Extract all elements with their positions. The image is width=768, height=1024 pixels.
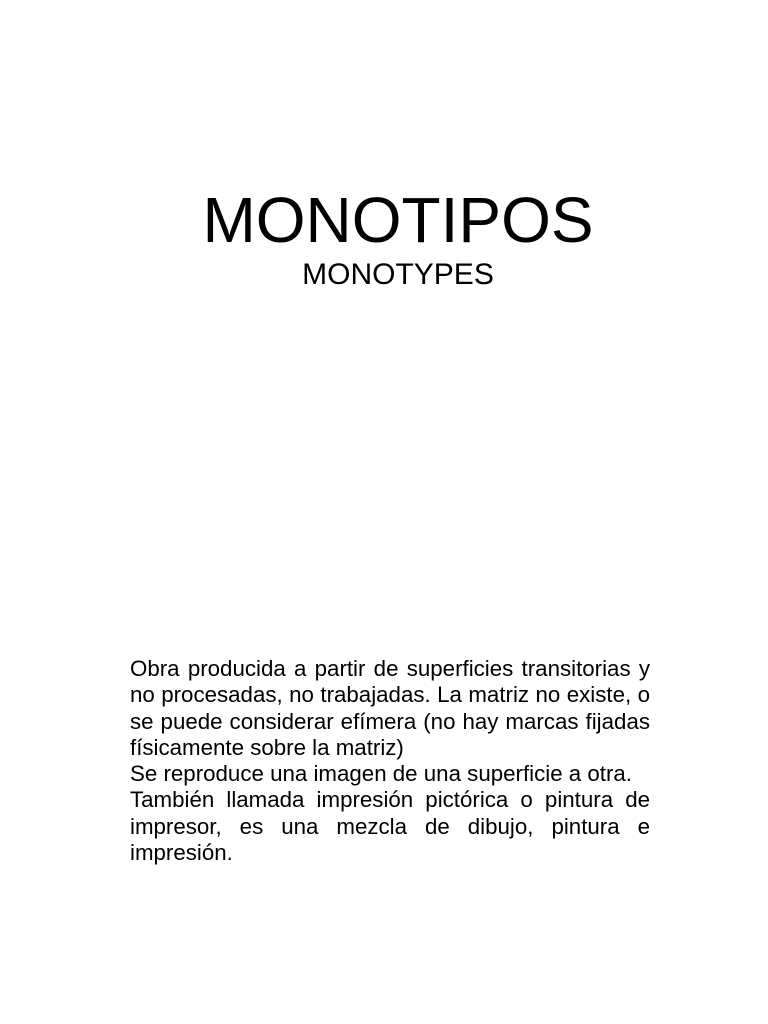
description-paragraph-alias: También llamada impresión pictórica o pintura de impresor, es una mezcla de dibujo, pintura e impresión.: [130, 787, 650, 866]
page-subtitle: MONOTYPES: [302, 258, 494, 291]
description-block: [130, 656, 650, 866]
page-title: MONOTIPOS: [202, 184, 594, 256]
description-paragraph-reproduction: Se reproduce una imagen de una superficie a otra.: [130, 761, 633, 787]
description-paragraph-definition: Obra producida a partir de superficies transitorias y no procesadas, no trabajadas. La matriz no existe, o se puede considerar efímera (no hay marcas fijadas físicamente sobre la matriz): [130, 656, 650, 760]
